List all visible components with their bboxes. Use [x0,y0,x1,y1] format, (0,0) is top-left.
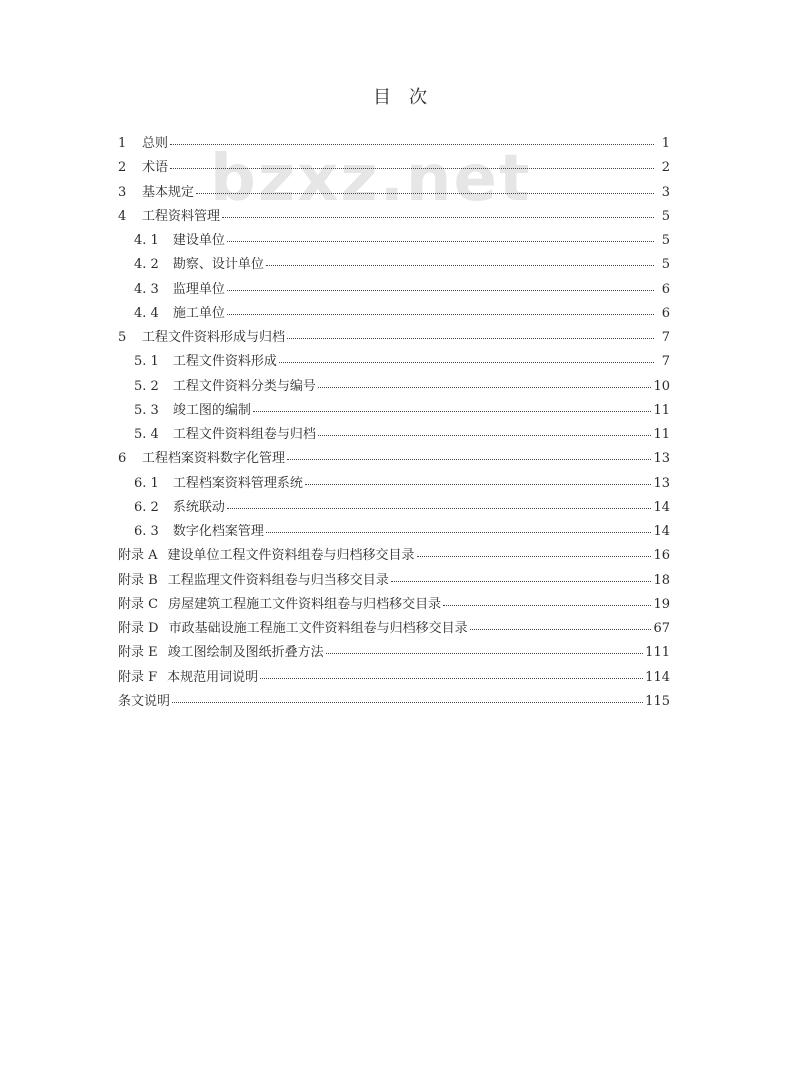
toc-entry-number: 4. 4 [134,305,159,321]
page-title [0,83,800,109]
toc-entry-page-number: 13 [653,475,670,491]
toc-entry-number: 6. 1 [134,475,159,491]
toc-entry-title: 工程档案资料数字化管理 [142,451,286,467]
toc-dot-leader [326,643,644,656]
toc-dot-leader [417,546,652,559]
toc-dot-leader [172,692,643,705]
toc-entry-page-number: 7 [661,354,670,370]
toc-entry[interactable] [118,156,670,180]
toc-entry-page-number: 67 [653,621,670,636]
toc-entry-page-number: 11 [653,427,670,442]
toc-entry[interactable] [118,302,670,326]
toc-dot-leader [318,377,652,390]
toc-entry-page-number: 14 [653,524,670,539]
toc-entry-title: 工程文件资料组卷与归档 [172,427,316,442]
toc-entry[interactable] [118,617,670,641]
toc-dot-leader [305,474,652,487]
toc-entry-page-number: 18 [653,572,670,588]
toc-dot-leader [470,619,652,632]
toc-entry[interactable] [118,544,670,568]
toc-entry-number: 5. 2 [134,378,159,394]
toc-entry[interactable] [118,666,670,690]
toc-entry-title: 工程档案资料管理系统 [172,475,303,491]
table-of-contents [118,132,670,714]
toc-entry-number: 4. 3 [134,281,159,297]
toc-entry-title: 房屋建筑工程施工文件资料组卷与归档移交目录 [168,596,442,612]
toc-entry-title: 建设单位工程文件资料组卷与归档移交目录 [167,548,415,564]
toc-entry-number: 3 [118,184,127,200]
toc-entry-page-number: 3 [661,184,670,200]
toc-entry-page-number: 5 [661,233,670,248]
toc-entry[interactable] [118,690,670,714]
toc-entry-title: 市政基础设施工程施工文件资料组卷与归档移交目录 [168,621,468,636]
toc-entry-page-number: 7 [661,330,670,345]
toc-dot-leader [196,183,654,196]
toc-dot-leader [266,522,652,535]
toc-entry-page-number: 13 [653,451,670,467]
toc-entry-page-number: 5 [661,257,670,273]
watermark: bzxz.net [210,142,532,216]
toc-entry[interactable] [118,375,670,399]
toc-entry-number: 5. 3 [134,402,159,418]
toc-dot-leader [287,328,654,341]
toc-entry-title: 总则 [142,136,169,151]
toc-dot-leader [227,280,654,293]
toc-entry-page-number: 5 [661,208,670,224]
toc-entry-title: 本规范用词说明 [167,669,259,685]
toc-dot-leader [260,668,643,681]
toc-entry-number: 附录 C [118,596,159,612]
toc-entry-title: 基本规定 [142,184,195,200]
toc-entry-number: 附录 A [118,548,158,564]
toc-entry[interactable] [118,350,670,374]
toc-entry-page-number: 19 [653,596,670,612]
page-title-text: 目 次 [373,87,427,108]
toc-entry[interactable] [118,520,670,544]
toc-entry[interactable] [118,253,670,277]
toc-entry[interactable] [118,593,670,617]
toc-entry-number: 5. 4 [134,427,159,442]
toc-entry-number: 6. 3 [134,524,159,539]
toc-entry-number: 附录 F [118,669,158,685]
toc-entry[interactable] [118,181,670,205]
toc-entry-page-number: 2 [661,160,670,176]
toc-dot-leader [287,449,651,462]
toc-entry-page-number: 16 [653,548,670,564]
toc-entry[interactable] [118,569,670,593]
toc-dot-leader [227,231,654,244]
toc-entry[interactable] [118,641,670,665]
toc-entry-number: 6 [118,451,127,467]
toc-dot-leader [266,255,654,268]
toc-dot-leader [279,352,654,365]
toc-entry[interactable] [118,399,670,423]
toc-entry[interactable] [118,132,670,156]
toc-entry-number: 4 [118,208,127,224]
toc-entry-title: 建设单位 [172,233,225,248]
toc-entry-title: 施工单位 [172,305,225,321]
toc-entry-number: 附录 E [118,645,158,661]
toc-dot-leader [391,571,652,584]
toc-entry-number: 2 [118,160,127,176]
toc-entry[interactable] [118,423,670,447]
toc-dot-leader [227,498,652,511]
toc-entry-number: 5. 1 [134,354,159,370]
toc-entry-number: 5 [118,330,127,345]
toc-entry-page-number: 114 [645,669,670,685]
toc-entry-number: 1 [118,136,127,151]
toc-dot-leader [222,207,654,220]
toc-entry-page-number: 115 [645,693,670,709]
toc-entry-title: 工程资料管理 [142,208,221,224]
toc-entry[interactable] [118,472,670,496]
toc-entry-page-number: 6 [661,281,670,297]
toc-entry-title: 术语 [142,160,169,176]
toc-entry[interactable] [118,326,670,350]
toc-entry-number: 6. 2 [134,499,159,515]
toc-entry[interactable] [118,447,670,471]
toc-entry-page-number: 111 [645,645,670,661]
toc-dot-leader [318,425,652,438]
toc-entry-page-number: 10 [653,378,670,394]
toc-entry-title: 勘察、设计单位 [172,257,264,273]
toc-entry-title: 数字化档案管理 [172,524,264,539]
toc-entry-title: 竣工图绘制及图纸折叠方法 [167,645,324,661]
toc-dot-leader [170,158,654,171]
toc-entry[interactable] [118,229,670,253]
toc-entry-title: 系统联动 [172,499,225,515]
toc-entry[interactable] [118,205,670,229]
toc-dot-leader [443,595,651,608]
toc-entry[interactable] [118,278,670,302]
toc-entry-title: 工程监理文件资料组卷与归当移交目录 [167,572,389,588]
toc-entry-title: 工程文件资料分类与编号 [172,378,316,394]
toc-dot-leader [170,134,654,147]
toc-entry-title: 竣工图的编制 [172,402,251,418]
toc-entry-page-number: 14 [653,499,670,515]
toc-entry-page-number: 11 [653,402,670,418]
toc-entry-title: 监理单位 [172,281,225,297]
toc-entry-title: 条文说明 [118,693,171,709]
toc-entry-title: 工程文件资料形成 [172,354,277,370]
toc-entry-page-number: 6 [661,305,670,321]
toc-dot-leader [227,304,654,317]
toc-entry[interactable] [118,496,670,520]
toc-entry-number: 附录 B [118,572,158,588]
toc-entry-number: 4. 2 [134,257,159,273]
toc-entry-page-number: 1 [661,136,670,151]
toc-entry-title: 工程文件资料形成与归档 [142,330,286,345]
toc-dot-leader [253,401,652,414]
toc-entry-number: 附录 D [118,621,159,636]
toc-entry-number: 4. 1 [134,233,159,248]
